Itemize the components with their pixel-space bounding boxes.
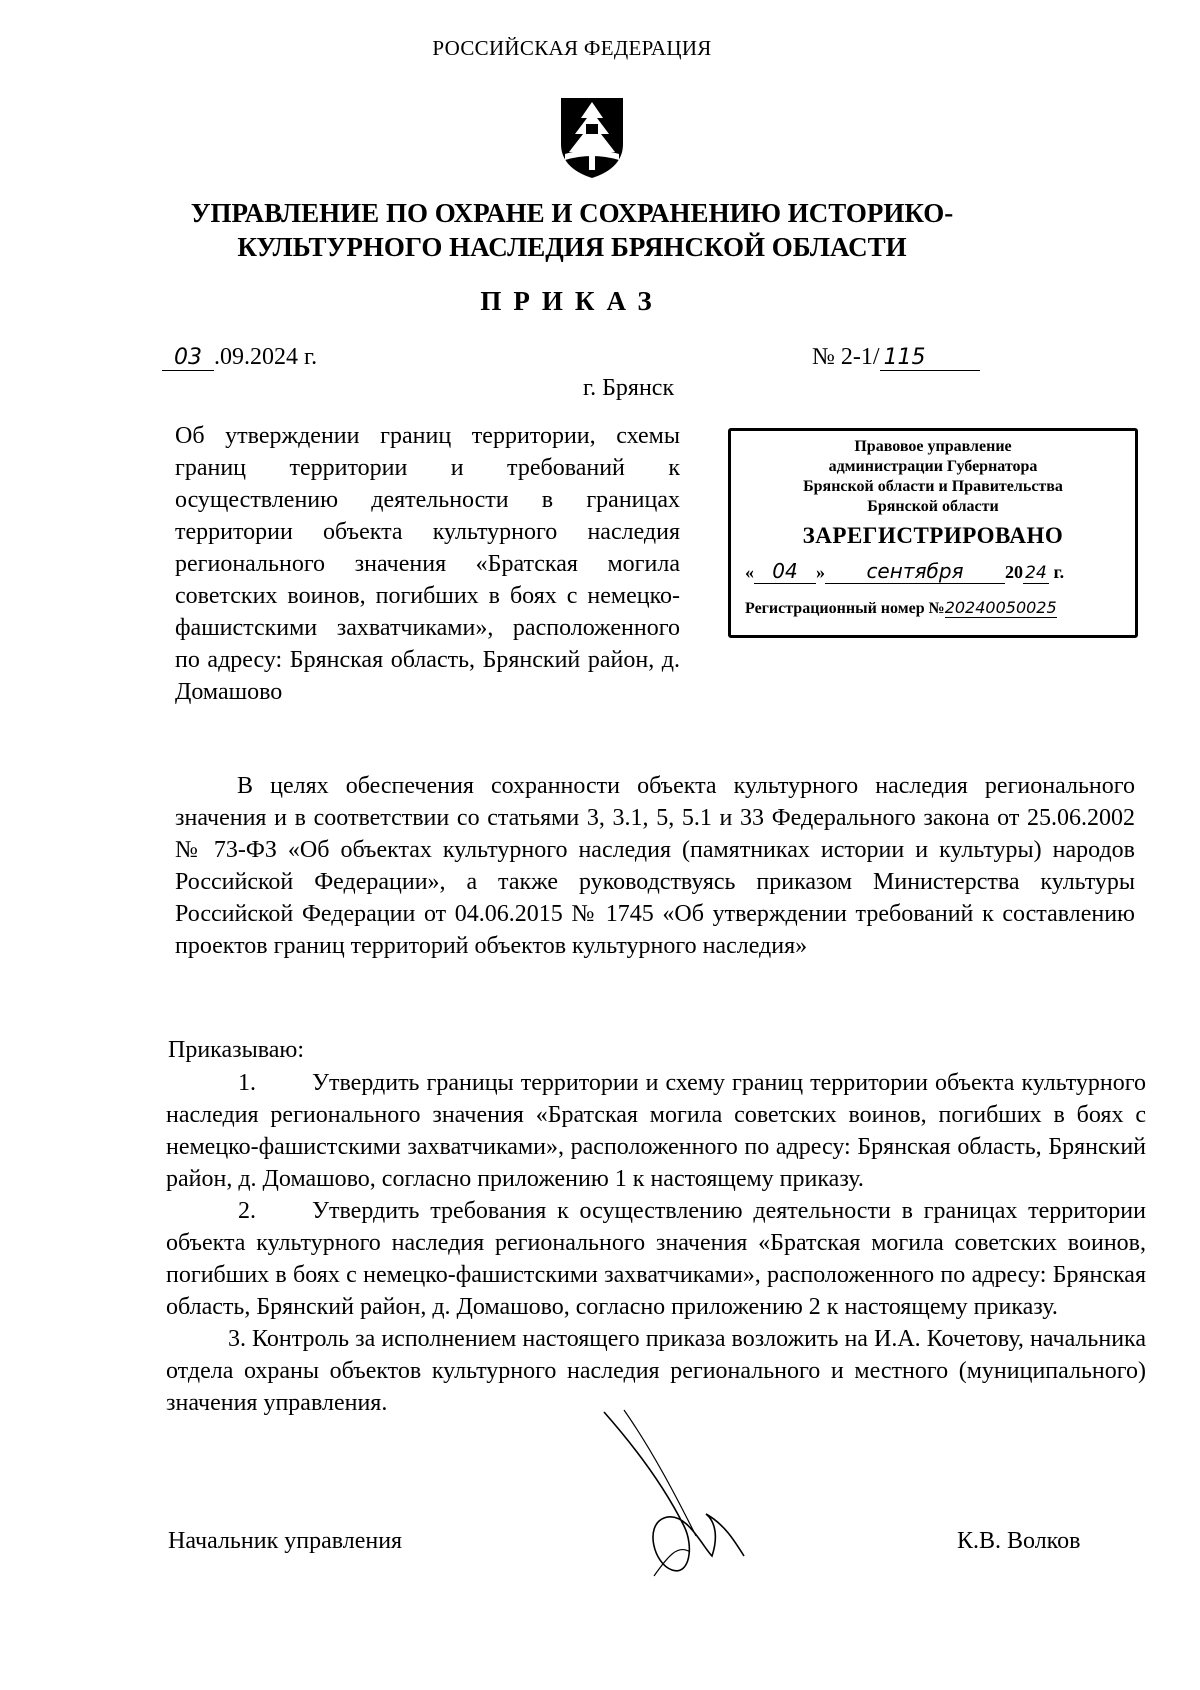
order-item-number: 2. xyxy=(238,1198,256,1224)
intro-paragraph: В целях обеспечения сохранности объекта культурного наследия регионального значения и в соответствии со статьями 3, 3.1, 5, 5.1 и 33 Федерального закона от 25.06.2002 № 73-ФЗ «Об объектах культурного наследия (памятниках истории и культуры) народов Российской Федерации», а также руководствуясь приказом Министерства культуры Российской Федерации от 04.06.2015 № 1745 «Об утверждении требований к составлению проектов границ территорий объектов культурного наследия» xyxy=(175,773,1135,959)
order-item-text: Утвердить требования к осуществлению деятельности в границах территории объекта культурного наследия регионального значения «Братская могила советских воинов, погибших в боях с немецко-фашистскими захватчиками», расположенного по адресу: Брянская область, Брянский район, д. Домашово, согласно приложению 2 к настоящему приказу. xyxy=(166,1198,1146,1320)
stamp-date xyxy=(741,559,1125,584)
stamp-month: сентября xyxy=(825,559,1005,584)
agency-name-line1: УПРАВЛЕНИЕ ПО ОХРАНЕ И СОХРАНЕНИЮ ИСТОРИКО- xyxy=(190,198,954,228)
order-items xyxy=(166,1067,1146,1419)
order-item-text: Контроль за исполнением настоящего приказа возложить на И.А. Кочетову, начальника отдела охраны объектов культурного наследия регионального и местного (муниципального) значения управления. xyxy=(166,1326,1146,1416)
order-subject: Об утверждении границ территории, схемы границ территории и требований к осуществлению деятельности в границах территории объекта культурного наследия регионального значения «Братская могила советских воинов, погибших в боях с немецко-фашистскими захватчиками», расположенного по адресу: Брянская область, Брянский район, д. Домашово xyxy=(175,423,680,705)
order-number-prefix: № 2-1/ xyxy=(812,344,880,370)
signature-icon xyxy=(594,1406,784,1596)
stamp-reg-label: Регистрационный номер № xyxy=(745,600,945,617)
stamp-year-prefix: 20 xyxy=(1005,562,1023,582)
country-header: РОССИЙСКАЯ ФЕДЕРАЦИЯ xyxy=(432,36,712,60)
coat-of-arms-icon xyxy=(557,94,627,180)
stamp-line-3: Брянской области и Правительства xyxy=(803,478,1063,495)
document-type: ПРИКАЗ xyxy=(480,286,664,316)
order-item-3 xyxy=(166,1323,1146,1419)
stamp-line-4: Брянской области xyxy=(867,498,999,515)
stamp-registration xyxy=(741,598,1125,618)
order-item-2 xyxy=(166,1195,1146,1323)
agency-name-line2: КУЛЬТУРНОГО НАСЛЕДИЯ БРЯНСКОЙ ОБЛАСТИ xyxy=(237,232,907,262)
order-item-text: Утвердить границы территории и схему границ территории объекта культурного наследия регионального значения «Братская могила советских воинов, погибших в боях с немецко-фашистскими захватчиками», расположенного по адресу: Брянская область, Брянский район, д. Домашово, согласно приложению 1 к настоящему приказу. xyxy=(166,1070,1146,1192)
stamp-line-1: Правовое управление xyxy=(854,438,1012,455)
stamp-status: ЗАРЕГИСТРИРОВАНО xyxy=(802,523,1064,548)
order-number-value: 115 xyxy=(880,345,980,371)
stamp-day: 04 xyxy=(754,559,816,584)
registration-stamp xyxy=(728,428,1138,638)
order-item-1 xyxy=(166,1067,1146,1195)
signer-title: Начальник управления xyxy=(168,1528,403,1554)
order-date-day: 03 xyxy=(162,345,214,371)
stamp-year-unit: г. xyxy=(1053,562,1065,582)
stamp-year-suffix: 24 xyxy=(1023,563,1049,584)
agency-name xyxy=(0,196,1144,264)
orders-word: Приказываю: xyxy=(168,1037,304,1063)
stamp-open-quote: « xyxy=(745,562,754,582)
order-date-rest: .09.2024 г. xyxy=(214,344,318,370)
order-number xyxy=(812,344,980,371)
order-city: г. Брянск xyxy=(583,375,675,401)
stamp-close-quote: » xyxy=(816,562,825,582)
order-item-number: 1. xyxy=(238,1070,256,1096)
stamp-reg-number: 20240050025 xyxy=(944,598,1057,617)
stamp-line-2: администрации Губернатора xyxy=(828,458,1038,475)
order-date xyxy=(162,344,317,371)
order-item-number: 3. xyxy=(228,1326,246,1352)
signer-name: К.В. Волков xyxy=(957,1528,1081,1554)
